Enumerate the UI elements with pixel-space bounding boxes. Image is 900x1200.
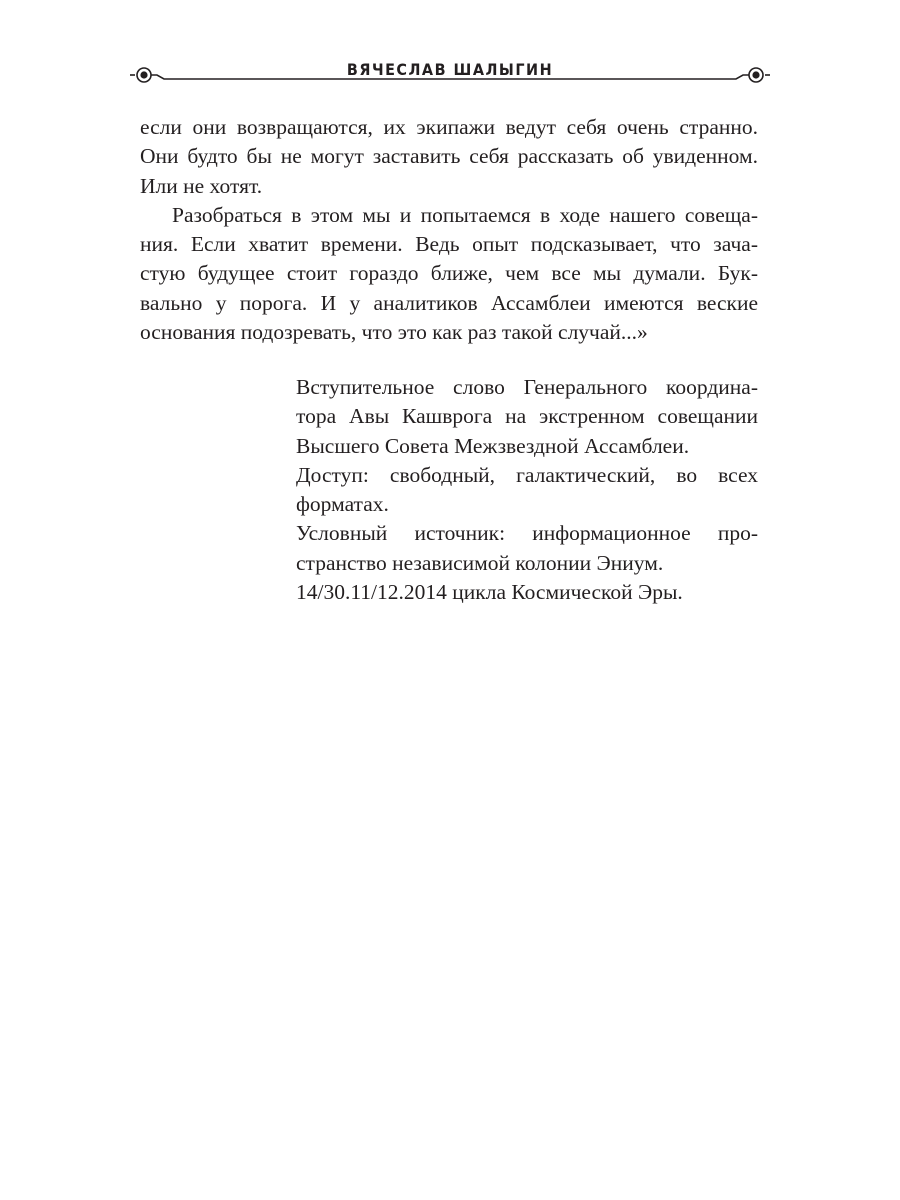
epigraph-line: Доступ: свободный, галактический, во всех	[296, 462, 758, 487]
text-line: ния. Если хватит времени. Ведь опыт подсказывает, что зача-	[140, 232, 758, 257]
text-line: основания подозревать, что это как раз такой случай...»	[140, 320, 648, 345]
paragraph-2	[140, 201, 758, 347]
running-header	[130, 58, 770, 92]
epigraph-line: странство независимой колонии Эниум.	[296, 550, 664, 575]
epigraph-line: 14/30.11/12.2014 цикла Космической Эры.	[296, 580, 683, 605]
running-header-author: ВЯЧЕСЛАВ ШАЛЫГИН	[346, 60, 554, 79]
paragraph-1	[140, 113, 758, 201]
text-line: вально у порога. И у аналитиков Ассамблеи имеются веские	[140, 290, 758, 315]
text-line: Или не хотят.	[140, 173, 263, 198]
epigraph-line: форматах.	[296, 492, 389, 517]
text-line: Они будто бы не могут заставить себя рассказать об увиденном.	[140, 144, 758, 169]
epigraph-line: Высшего Совета Межзвездной Ассамблеи.	[296, 433, 690, 458]
epigraph-line: тора Авы Кашврога на экстренном совещании	[296, 404, 758, 429]
epigraph-line: Вступительное слово Генерального координа-	[296, 375, 758, 399]
main-text	[140, 113, 758, 347]
text-line: если они возвращаются, их экипажи ведут себя очень странно.	[140, 115, 758, 139]
text-line: стую будущее стоит гораздо ближе, чем все мы думали. Бук-	[140, 261, 758, 286]
text-line: Разобраться в этом мы и попытаемся в ходе нашего совеща-	[172, 202, 758, 227]
epigraph	[296, 373, 758, 607]
epigraph-line: Условный источник: информационное про-	[296, 521, 758, 546]
